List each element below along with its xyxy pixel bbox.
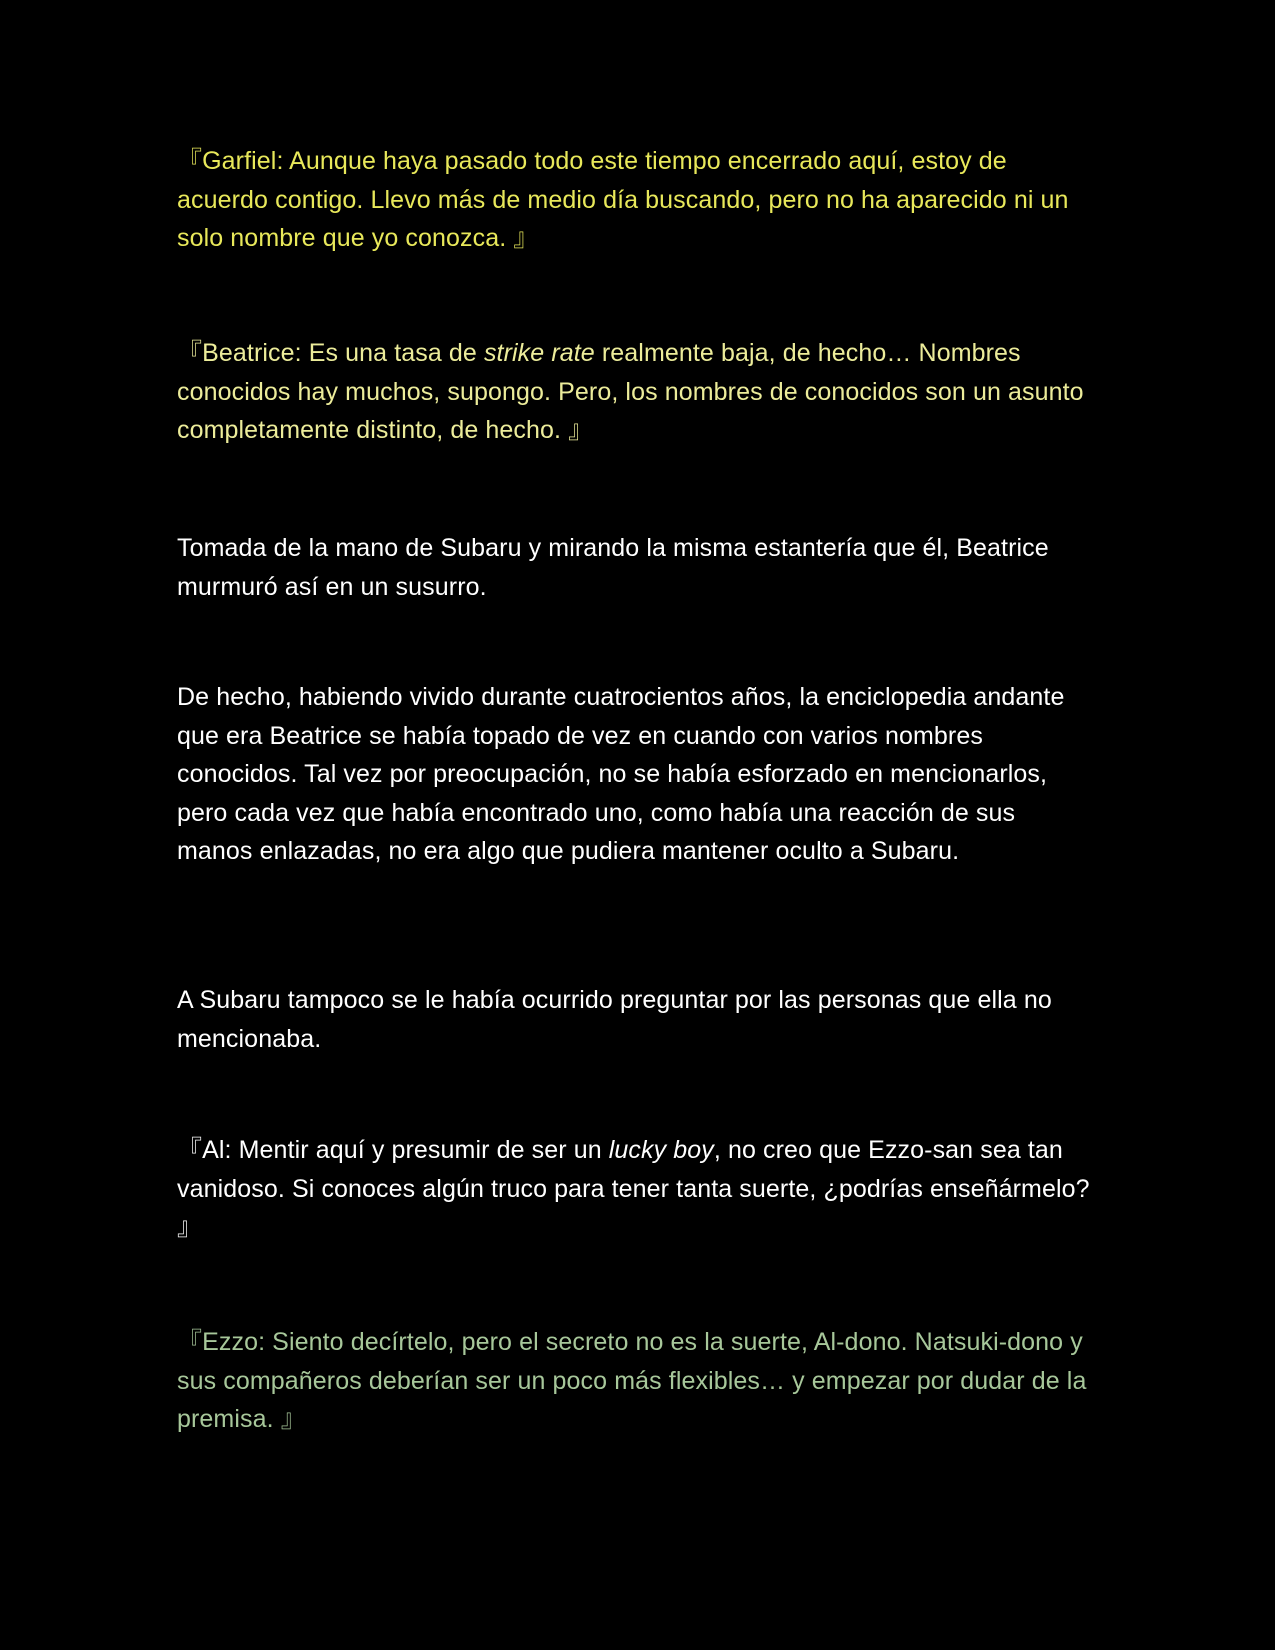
dialogue-al: [177, 1131, 1097, 1247]
quote-close: 』: [513, 224, 539, 252]
dialogue-text-cont: , no creo que Ezzo-san sea tan vanidoso. Si conoces algún truco para tener tanta suerte, ¿podrías enseñármelo?: [177, 1136, 1090, 1203]
dialogue-text: Ezzo: Siento decírtelo, pero el secreto no es la suerte, Al-dono. Natsuki-dono y sus compañeros deberían ser un poco más flexibles… y empezar por dudar de la premisa.: [177, 1328, 1087, 1433]
dialogue-text: Al: Mentir aquí y presumir de ser un: [202, 1136, 609, 1164]
quote-open: 『: [177, 339, 203, 367]
dialogue-text: Beatrice: Es una tasa de: [202, 339, 484, 367]
dialogue-text: Garfiel: Aunque haya pasado todo este tiempo encerrado aquí, estoy de acuerdo contigo. Llevo más de medio día buscando, pero no ha aparecido ni un solo nombre que yo conozca.: [177, 147, 1069, 252]
quote-close: 』: [280, 1405, 306, 1433]
emphasis-text: lucky boy: [608, 1136, 714, 1164]
quote-close: 』: [177, 1213, 203, 1241]
quote-open: 『: [177, 147, 203, 175]
dialogue-garfiel: [177, 142, 1097, 258]
quote-close: 』: [568, 416, 594, 444]
emphasis-text: strike rate: [483, 339, 595, 367]
dialogue-beatrice: [177, 334, 1097, 450]
quote-open: 『: [177, 1136, 203, 1164]
narration-paragraph-3: A Subaru tampoco se le había ocurrido preguntar por las personas que ella no mencionaba.: [177, 986, 1052, 1053]
quote-open: 『: [177, 1328, 203, 1356]
dialogue-ezzo: [177, 1323, 1097, 1439]
narration-paragraph-1: Tomada de la mano de Subaru y mirando la misma estantería que él, Beatrice murmuró así en un susurro.: [177, 534, 1049, 601]
narration-paragraph-2: De hecho, habiendo vivido durante cuatrocientos años, la enciclopedia andante que era Beatrice se había topado de vez en cuando con varios nombres conocidos. Tal vez por preocupación, no se había esforzado en mencionarlos, pero cada vez que había encontrado uno, como había una reacción de sus manos enlazadas, no era algo que pudiera mantener oculto a Subaru.: [177, 683, 1065, 865]
dialogue-text-cont: realmente baja, de hecho… Nombres conocidos hay muchos, supongo. Pero, los nombres de conocidos son un asunto completamente distinto, de hecho.: [177, 339, 1084, 444]
